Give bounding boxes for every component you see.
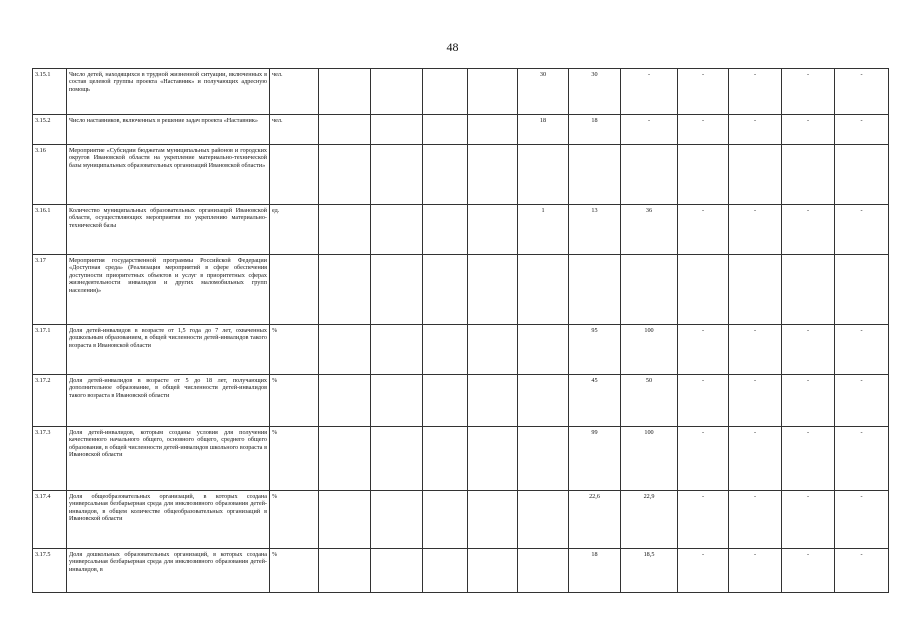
- row-number: 3.16.1: [33, 205, 67, 255]
- table-row: [33, 205, 889, 255]
- value-cell: [319, 325, 371, 375]
- value-cell: [468, 427, 518, 491]
- unit-cell: чел.: [270, 115, 319, 145]
- value-cell: -: [782, 491, 835, 549]
- value-cell: 13: [569, 205, 621, 255]
- value-cell: [518, 325, 569, 375]
- value-cell: -: [835, 549, 889, 593]
- row-number: 3.17.4: [33, 491, 67, 549]
- unit-cell: [270, 255, 319, 325]
- value-cell: -: [782, 549, 835, 593]
- value-cell: [319, 145, 371, 205]
- value-cell: [729, 145, 782, 205]
- row-number: 3.17: [33, 255, 67, 325]
- table-row: [33, 375, 889, 427]
- row-number: 3.15.2: [33, 115, 67, 145]
- value-cell: -: [678, 205, 729, 255]
- value-cell: [371, 205, 423, 255]
- value-cell: [468, 549, 518, 593]
- indicator-name: Число наставников, включенных в решение задач проекта «Наставник»: [67, 115, 270, 145]
- unit-cell: %: [270, 325, 319, 375]
- value-cell: [319, 491, 371, 549]
- value-cell: -: [835, 491, 889, 549]
- row-number: 3.17.5: [33, 549, 67, 593]
- value-cell: [371, 69, 423, 115]
- value-cell: [319, 549, 371, 593]
- unit-cell: %: [270, 549, 319, 593]
- indicator-name: Доля общеобразовательных организаций, в которых создана универсальная безбарьерная среда для инклюзивного образования детей-инвалидов, в общем количестве общеобразовательных организаций в Ивановской области: [67, 491, 270, 549]
- value-cell: 18,5: [621, 549, 678, 593]
- value-cell: -: [782, 205, 835, 255]
- table-row: [33, 115, 889, 145]
- value-cell: -: [621, 69, 678, 115]
- value-cell: -: [835, 115, 889, 145]
- indicator-name: Доля детей-инвалидов в возрасте от 5 до 18 лет, получающих дополнительное образование, в общей численности детей-инвалидов такого возраста в Ивановской области: [67, 375, 270, 427]
- value-cell: [423, 255, 468, 325]
- value-cell: 50: [621, 375, 678, 427]
- value-cell: 95: [569, 325, 621, 375]
- row-number: 3.15.1: [33, 69, 67, 115]
- value-cell: [371, 427, 423, 491]
- table-row: [33, 491, 889, 549]
- value-cell: -: [678, 375, 729, 427]
- value-cell: [371, 375, 423, 427]
- unit-cell: чел.: [270, 69, 319, 115]
- value-cell: -: [782, 375, 835, 427]
- value-cell: [423, 145, 468, 205]
- value-cell: [319, 205, 371, 255]
- value-cell: [423, 549, 468, 593]
- table-row: [33, 69, 889, 115]
- value-cell: [319, 69, 371, 115]
- value-cell: -: [782, 115, 835, 145]
- value-cell: 100: [621, 427, 678, 491]
- value-cell: 30: [518, 69, 569, 115]
- value-cell: -: [835, 427, 889, 491]
- value-cell: -: [678, 69, 729, 115]
- value-cell: [371, 549, 423, 593]
- value-cell: [423, 491, 468, 549]
- value-cell: [319, 255, 371, 325]
- value-cell: [371, 115, 423, 145]
- value-cell: -: [835, 325, 889, 375]
- value-cell: [782, 145, 835, 205]
- value-cell: -: [835, 205, 889, 255]
- value-cell: -: [729, 205, 782, 255]
- value-cell: [371, 325, 423, 375]
- value-cell: [678, 255, 729, 325]
- value-cell: -: [729, 491, 782, 549]
- unit-cell: %: [270, 375, 319, 427]
- value-cell: [569, 255, 621, 325]
- value-cell: [835, 145, 889, 205]
- value-cell: 18: [569, 115, 621, 145]
- value-cell: [518, 145, 569, 205]
- indicator-name: Мероприятие «Субсидии бюджетам муниципальных районов и городских округов Ивановской области на укрепление материально-технической базы муниципальных образовательных организаций Ивановской области»: [67, 145, 270, 205]
- value-cell: [371, 145, 423, 205]
- value-cell: -: [678, 491, 729, 549]
- value-cell: -: [835, 375, 889, 427]
- value-cell: 18: [569, 549, 621, 593]
- value-cell: -: [678, 427, 729, 491]
- unit-cell: [270, 145, 319, 205]
- value-cell: 100: [621, 325, 678, 375]
- page-number: 48: [446, 40, 459, 54]
- value-cell: [468, 255, 518, 325]
- row-number: 3.17.3: [33, 427, 67, 491]
- value-cell: [518, 549, 569, 593]
- value-cell: [621, 145, 678, 205]
- row-number: 3.17.1: [33, 325, 67, 375]
- value-cell: [782, 255, 835, 325]
- value-cell: -: [729, 427, 782, 491]
- unit-cell: %: [270, 491, 319, 549]
- value-cell: [319, 375, 371, 427]
- value-cell: [423, 205, 468, 255]
- value-cell: [678, 145, 729, 205]
- value-cell: 36: [621, 205, 678, 255]
- value-cell: -: [729, 549, 782, 593]
- value-cell: [319, 427, 371, 491]
- indicator-name: Количество муниципальных образовательных организаций Ивановской области, осуществляющих мероприятия по укреплению материально-технической базы: [67, 205, 270, 255]
- value-cell: -: [678, 325, 729, 375]
- indicator-name: Доля дошкольных образовательных организаций, в которых создана универсальная безбарьерная среда для инклюзивного образования детей-инвалидов, в: [67, 549, 270, 593]
- value-cell: -: [678, 549, 729, 593]
- value-cell: [468, 375, 518, 427]
- value-cell: 22,6: [569, 491, 621, 549]
- table-row: [33, 427, 889, 491]
- indicator-name: Число детей, находящихся в трудной жизненной ситуации, включенных в состав целевой группы проекта «Наставник» и получающих адресную помощь: [67, 69, 270, 115]
- value-cell: -: [678, 115, 729, 145]
- value-cell: [468, 491, 518, 549]
- value-cell: 22,9: [621, 491, 678, 549]
- value-cell: 1: [518, 205, 569, 255]
- table-row: [33, 549, 889, 593]
- unit-cell: ед.: [270, 205, 319, 255]
- value-cell: 18: [518, 115, 569, 145]
- value-cell: [371, 255, 423, 325]
- value-cell: [468, 115, 518, 145]
- indicator-name: Доля детей-инвалидов, которым созданы условия для получения качественного начального общего, основного общего, среднего общего образования, в общей численности детей-инвалидов школьного возраста в Ивановской области: [67, 427, 270, 491]
- value-cell: [468, 325, 518, 375]
- value-cell: [729, 255, 782, 325]
- value-cell: -: [729, 69, 782, 115]
- value-cell: -: [782, 427, 835, 491]
- value-cell: [518, 255, 569, 325]
- row-number: 3.16: [33, 145, 67, 205]
- indicator-name: Мероприятия государственной программы Российской Федерации «Доступная среда» (Реализация мероприятий в сфере обеспечения доступности приоритетных объектов и услуг в приоритетных сферах жизнедеятельности инвалидов и других маломобильных групп населения)»: [67, 255, 270, 325]
- value-cell: [468, 145, 518, 205]
- value-cell: -: [835, 69, 889, 115]
- value-cell: [423, 375, 468, 427]
- value-cell: [569, 145, 621, 205]
- value-cell: [518, 491, 569, 549]
- value-cell: [621, 255, 678, 325]
- value-cell: [319, 115, 371, 145]
- value-cell: -: [782, 325, 835, 375]
- value-cell: -: [729, 325, 782, 375]
- value-cell: [518, 427, 569, 491]
- indicator-name: Доля детей-инвалидов в возрасте от 1,5 года до 7 лет, охваченных дошкольным образованием, в общей численности детей-инвалидов такого возраста в Ивановской области: [67, 325, 270, 375]
- value-cell: [423, 69, 468, 115]
- row-number: 3.17.2: [33, 375, 67, 427]
- value-cell: [468, 205, 518, 255]
- value-cell: [423, 115, 468, 145]
- value-cell: -: [729, 375, 782, 427]
- value-cell: -: [621, 115, 678, 145]
- value-cell: [835, 255, 889, 325]
- value-cell: 99: [569, 427, 621, 491]
- value-cell: -: [782, 69, 835, 115]
- table-row: [33, 255, 889, 325]
- indicators-table: [32, 68, 889, 593]
- value-cell: [518, 375, 569, 427]
- value-cell: 30: [569, 69, 621, 115]
- unit-cell: %: [270, 427, 319, 491]
- value-cell: [468, 69, 518, 115]
- value-cell: [371, 491, 423, 549]
- value-cell: [423, 325, 468, 375]
- value-cell: 45: [569, 375, 621, 427]
- table-row: [33, 325, 889, 375]
- table-row: [33, 145, 889, 205]
- value-cell: -: [729, 115, 782, 145]
- value-cell: [423, 427, 468, 491]
